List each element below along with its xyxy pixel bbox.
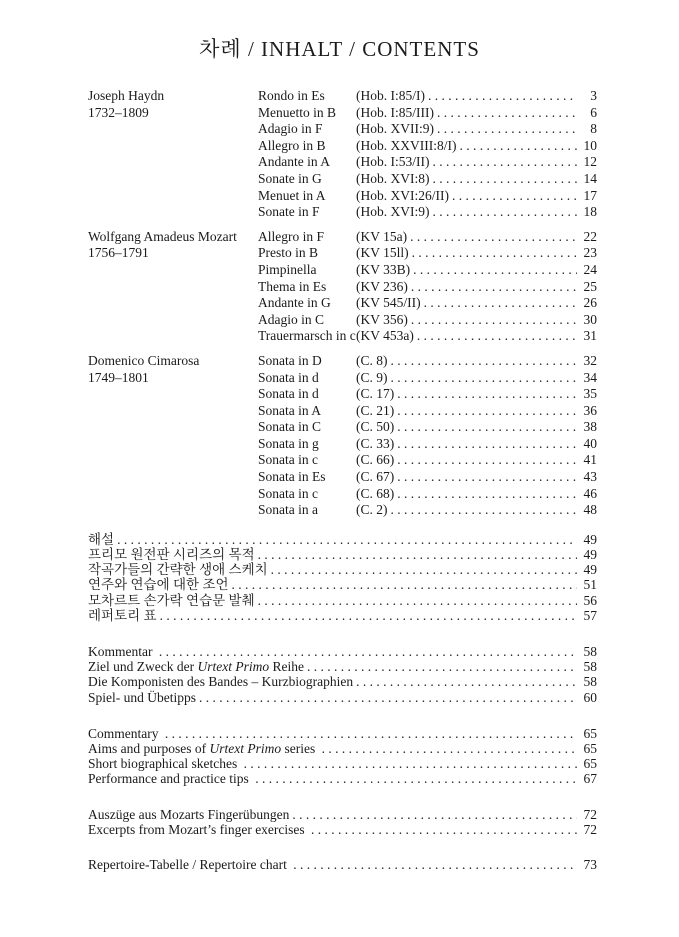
toc-line: [88, 608, 597, 623]
toc-label-part: Excerpts from Mozart’s finger exercises: [88, 821, 309, 837]
toc-label-part: 해설: [88, 531, 115, 547]
page-number: 67: [583, 771, 597, 787]
entry-detail: [356, 328, 597, 345]
toc-label: [88, 532, 114, 547]
toc-section-english: [88, 726, 597, 787]
catalog-number: (Hob. I:85/I): [356, 88, 425, 103]
entry-detail: [356, 452, 597, 469]
dot-leader: [388, 370, 578, 387]
entry-detail: [356, 171, 597, 188]
dot-leader: [407, 229, 577, 246]
composer-name: Domenico Cimarosa: [88, 352, 200, 368]
catalog-number: (C. 33): [356, 435, 395, 451]
composer-section: [88, 229, 597, 345]
dot-leader: [408, 312, 577, 329]
work-title: Sonata in a: [258, 502, 318, 518]
dot-leader: [196, 690, 577, 705]
page-number: 12: [583, 154, 597, 170]
dot-leader: [255, 547, 577, 562]
toc-line: [88, 807, 597, 822]
work-entry-row: [88, 403, 597, 420]
entry-detail: [356, 353, 597, 370]
toc-line: [88, 644, 597, 659]
toc-line: [88, 532, 597, 547]
dot-leader: [394, 486, 577, 503]
composer-spacer: [88, 403, 258, 420]
page-number: 41: [583, 452, 597, 468]
work-title: Rondo in Es: [258, 88, 325, 103]
dot-leader: [421, 295, 577, 312]
page-number: 49: [583, 562, 597, 578]
catalog-number: (KV 453a): [356, 328, 414, 344]
toc-line: [88, 674, 597, 689]
page-number: 30: [583, 311, 597, 327]
dot-leader: [434, 121, 577, 138]
catalog-number: (C. 2): [356, 502, 388, 518]
toc-label: [88, 562, 268, 577]
work-title: Adagio in F: [258, 121, 323, 137]
toc-label: [88, 547, 255, 562]
dot-leader: [408, 279, 577, 296]
toc-line: [88, 690, 597, 705]
entry-detail: [356, 295, 597, 312]
catalog-number: (C. 67): [356, 469, 395, 485]
toc-label-part: Performance and practice tips: [88, 771, 253, 787]
composer-dates: 1749–1801: [88, 369, 149, 385]
page-number: 57: [583, 607, 597, 623]
toc-line: [88, 822, 597, 837]
entry-detail: [356, 188, 597, 205]
toc-label-part: 작곡가들의 간략한 생애 스케치: [88, 562, 268, 578]
dot-leader: [434, 105, 577, 122]
composer-spacer: [88, 138, 258, 155]
toc-label-part: Short biographical sketches: [88, 756, 241, 772]
page-title: 차례 / INHALT / CONTENTS: [199, 37, 480, 61]
toc-line: [88, 741, 597, 756]
toc-label: [88, 593, 255, 608]
catalog-number: (KV 15ll): [356, 245, 409, 261]
work-entry-row: [88, 204, 597, 221]
toc-label-part: Auszüge aus Mozarts Fingerübungen: [88, 806, 290, 822]
dot-leader: [394, 452, 577, 469]
composer-spacer: [88, 452, 258, 469]
dot-leader: [429, 154, 577, 171]
entry-detail: [356, 370, 597, 387]
entry-detail: [356, 436, 597, 453]
toc-label-part: Commentary: [88, 725, 162, 741]
toc-label: [88, 674, 353, 689]
page-number: 40: [583, 435, 597, 451]
work-title: Allegro in B: [258, 137, 326, 153]
work-entry-row: [88, 328, 597, 345]
dot-leader: [394, 419, 577, 436]
catalog-number: (KV 33B): [356, 261, 411, 277]
entry-detail: [356, 469, 597, 486]
work-entry-row: [88, 386, 597, 403]
entry-detail: [356, 138, 597, 155]
toc-label: [88, 659, 304, 674]
work-entry-row: [88, 121, 597, 138]
toc-label: [88, 771, 252, 786]
page-number: 60: [583, 689, 597, 705]
work-title: Pimpinella: [258, 261, 317, 277]
work-entry-row: [88, 486, 597, 503]
page-number: 65: [583, 741, 597, 757]
dot-leader: [241, 756, 577, 771]
catalog-number: (Hob. I:85/III): [356, 104, 434, 120]
work-title: Sonata in d: [258, 386, 319, 402]
page-number: 32: [583, 352, 597, 368]
toc-label: [88, 644, 156, 659]
toc-line: [88, 547, 597, 562]
catalog-number: (Hob. XVI:9): [356, 204, 430, 220]
entry-detail: [356, 502, 597, 519]
work-title: Sonata in c: [258, 485, 318, 501]
dot-leader: [394, 469, 577, 486]
page-number: 43: [583, 469, 597, 485]
work-entry-row: [88, 436, 597, 453]
catalog-number: (C. 8): [356, 352, 388, 368]
page-number: 58: [583, 674, 597, 690]
work-entry-row: [88, 419, 597, 436]
contents-page: [0, 36, 679, 872]
composer-spacer: [88, 328, 258, 345]
work-title: Sonata in D: [258, 352, 322, 368]
toc-label: [88, 608, 157, 623]
composer-section: [88, 88, 597, 221]
catalog-number: (KV 356): [356, 311, 408, 327]
page-number: 17: [583, 187, 597, 203]
work-title: Sonata in g: [258, 435, 319, 451]
contents-body: [88, 88, 597, 872]
entry-detail: [356, 403, 597, 420]
work-entry-row: [88, 154, 597, 171]
work-title: Sonata in c: [258, 452, 318, 468]
dot-leader: [425, 88, 577, 105]
dot-leader: [304, 659, 577, 674]
dot-leader: [394, 403, 577, 420]
dot-leader: [449, 188, 577, 205]
dot-leader: [255, 593, 577, 608]
toc-label-part: 모차르트 손가락 연습문 발췌: [88, 592, 255, 608]
catalog-number: (Hob. XXVIII:8/I): [356, 137, 457, 153]
toc-line: [88, 771, 597, 786]
page-number: 49: [583, 531, 597, 547]
work-title: Trauermarsch in c: [258, 328, 356, 344]
work-entry-row: [88, 229, 597, 246]
entry-detail: [356, 105, 597, 122]
work-title: Sonata in A: [258, 402, 321, 418]
composer-spacer: [88, 121, 258, 138]
page-number: 18: [583, 204, 597, 220]
composer-spacer: [88, 295, 258, 312]
toc-label-part: Die Komponisten des Bandes – Kurzbiographien: [88, 674, 354, 690]
toc-line: [88, 577, 597, 592]
page-number: 3: [590, 88, 597, 103]
toc-label: [88, 741, 319, 756]
toc-label-part: Aims and purposes of: [88, 741, 210, 757]
dot-leader: [157, 608, 577, 623]
work-title: Allegro in F: [258, 228, 324, 244]
work-entry-row: [88, 295, 597, 312]
work-title: Andante in G: [258, 295, 331, 311]
dot-leader: [394, 436, 577, 453]
dot-leader: [156, 644, 577, 659]
page-number: 49: [583, 547, 597, 563]
toc-section-mozart-exercises: [88, 807, 597, 837]
page-number: 34: [583, 369, 597, 385]
work-entry-row: [88, 188, 597, 205]
catalog-number: (Hob. XVII:9): [356, 121, 434, 137]
work-title: Menuetto in B: [258, 104, 336, 120]
dot-leader: [414, 328, 577, 345]
work-title: Menuet in A: [258, 187, 326, 203]
work-title: Adagio in C: [258, 311, 324, 327]
toc-label-part: Reihe: [269, 659, 304, 675]
entry-detail: [356, 386, 597, 403]
composer-spacer: [88, 419, 258, 436]
page-number: 35: [583, 386, 597, 402]
page-number: 31: [583, 328, 597, 344]
page-number: 58: [583, 659, 597, 675]
dot-leader: [456, 138, 577, 155]
page-number: 36: [583, 402, 597, 418]
toc-line: [88, 593, 597, 608]
back-matter-sections: [88, 532, 597, 872]
toc-label-part: Spiel- und Übetipps: [88, 689, 196, 705]
work-title: Andante in A: [258, 154, 330, 170]
page-number: 6: [590, 104, 597, 120]
page-number: 65: [583, 756, 597, 772]
toc-line: [88, 756, 597, 771]
page-number: 65: [583, 725, 597, 741]
work-entry-row: [88, 171, 597, 188]
work-title: Sonata in C: [258, 419, 321, 435]
composer-spacer: [88, 386, 258, 403]
toc-line: [88, 857, 597, 872]
toc-label: [88, 807, 289, 822]
toc-label-part: series: [281, 741, 319, 757]
page-number: 10: [583, 137, 597, 153]
work-entry-row: [88, 105, 597, 122]
toc-line: [88, 726, 597, 741]
dot-leader: [353, 674, 577, 689]
dot-leader: [319, 741, 577, 756]
entry-detail: [356, 419, 597, 436]
work-title: Thema in Es: [258, 278, 327, 294]
entry-detail: [356, 121, 597, 138]
entry-detail: [356, 204, 597, 221]
composer-sections: [88, 88, 597, 519]
composer-spacer: [88, 312, 258, 329]
entry-detail: [356, 312, 597, 329]
dot-leader: [252, 771, 577, 786]
work-title: Sonate in G: [258, 170, 322, 186]
catalog-number: (Hob. I:53/II): [356, 154, 430, 170]
composer-name: Joseph Haydn: [88, 88, 165, 103]
composer-spacer: [88, 436, 258, 453]
catalog-number: (C. 66): [356, 452, 395, 468]
work-entry-row: [88, 279, 597, 296]
dot-leader: [388, 353, 578, 370]
page-number: 46: [583, 485, 597, 501]
toc-label-part: 연주와 연습에 대한 조언: [88, 577, 229, 593]
catalog-number: (C. 17): [356, 386, 395, 402]
toc-label: [88, 577, 229, 592]
catalog-number: (KV 15a): [356, 228, 408, 244]
page-number: 56: [583, 592, 597, 608]
page-number: 23: [583, 245, 597, 261]
catalog-number: (Hob. XVI:26/II): [356, 187, 449, 203]
entry-detail: [356, 245, 597, 262]
page-number: 48: [583, 502, 597, 518]
dot-leader: [229, 577, 577, 592]
toc-section-german: [88, 644, 597, 705]
catalog-number: (C. 9): [356, 369, 388, 385]
work-entry-row: [88, 502, 597, 519]
dot-leader: [162, 726, 577, 741]
toc-label-part: Kommentar: [88, 644, 156, 660]
toc-line: [88, 562, 597, 577]
work-entry-row: [88, 138, 597, 155]
work-title: Sonata in d: [258, 369, 319, 385]
dot-leader: [409, 245, 577, 262]
dot-leader: [388, 502, 578, 519]
work-entry-row: [88, 262, 597, 279]
work-entry-row: [88, 452, 597, 469]
composer-name: Wolfgang Amadeus Mozart: [88, 228, 237, 244]
composer-spacer: [88, 204, 258, 221]
composer-spacer: [88, 154, 258, 171]
dot-leader: [430, 171, 578, 188]
catalog-number: (KV 236): [356, 278, 408, 294]
toc-label-part: Urtext Primo: [209, 741, 282, 757]
dot-leader: [289, 807, 577, 822]
toc-label-part: 프리모 원전판 시리즈의 목적: [88, 547, 255, 563]
work-entry-row: [88, 353, 597, 370]
dot-leader: [114, 532, 577, 547]
page-number: 26: [583, 295, 597, 311]
composer-spacer: [88, 171, 258, 188]
composer-section: [88, 353, 597, 519]
page-number: 22: [583, 228, 597, 244]
entry-detail: [356, 88, 597, 105]
catalog-number: (C. 21): [356, 402, 395, 418]
toc-section-korean: [88, 532, 597, 623]
toc-label-part: 레퍼토리 표: [88, 607, 157, 623]
composer-spacer: [88, 188, 258, 205]
page-number: 24: [583, 261, 597, 277]
toc-label: [88, 690, 196, 705]
toc-section-repertoire: [88, 857, 597, 872]
work-entry-row: [88, 370, 597, 387]
toc-line: [88, 659, 597, 674]
dot-leader: [410, 262, 577, 279]
work-entry-row: [88, 88, 597, 105]
catalog-number: (C. 68): [356, 485, 395, 501]
catalog-number: (C. 50): [356, 419, 395, 435]
entry-detail: [356, 262, 597, 279]
page-number: 38: [583, 419, 597, 435]
toc-label: [88, 726, 162, 741]
work-title: Sonate in F: [258, 204, 320, 220]
work-entry-row: [88, 245, 597, 262]
work-title: Sonata in Es: [258, 469, 326, 485]
composer-spacer: [88, 469, 258, 486]
composer-spacer: [88, 279, 258, 296]
page-number: 14: [583, 170, 597, 186]
toc-label: [88, 857, 290, 872]
page-number: 72: [583, 806, 597, 822]
dot-leader: [394, 386, 577, 403]
work-entry-row: [88, 312, 597, 329]
entry-detail: [356, 229, 597, 246]
composer-dates: 1732–1809: [88, 104, 149, 120]
entry-detail: [356, 154, 597, 171]
dot-leader: [430, 204, 578, 221]
dot-leader: [290, 857, 577, 872]
dot-leader: [268, 562, 577, 577]
composer-spacer: [88, 502, 258, 519]
toc-label: [88, 756, 241, 771]
composer-spacer: [88, 262, 258, 279]
catalog-number: (KV 545/II): [356, 295, 421, 311]
toc-label-part: Ziel und Zweck der: [88, 659, 198, 675]
entry-detail: [356, 486, 597, 503]
entry-detail: [356, 279, 597, 296]
catalog-number: (Hob. XVI:8): [356, 170, 430, 186]
page-number: 51: [583, 577, 597, 593]
page-number: 73: [583, 857, 597, 873]
toc-label-part: Urtext Primo: [197, 659, 270, 675]
work-entry-row: [88, 469, 597, 486]
work-title: Presto in B: [258, 245, 319, 261]
toc-label-part: Repertoire-Tabelle / Repertoire chart: [88, 857, 291, 873]
page-number: 58: [583, 644, 597, 660]
page-number: 8: [590, 121, 597, 137]
composer-spacer: [88, 486, 258, 503]
toc-label: [88, 822, 308, 837]
page-number: 25: [583, 278, 597, 294]
dot-leader: [308, 822, 577, 837]
composer-dates: 1756–1791: [88, 245, 149, 261]
page-number: 72: [583, 821, 597, 837]
